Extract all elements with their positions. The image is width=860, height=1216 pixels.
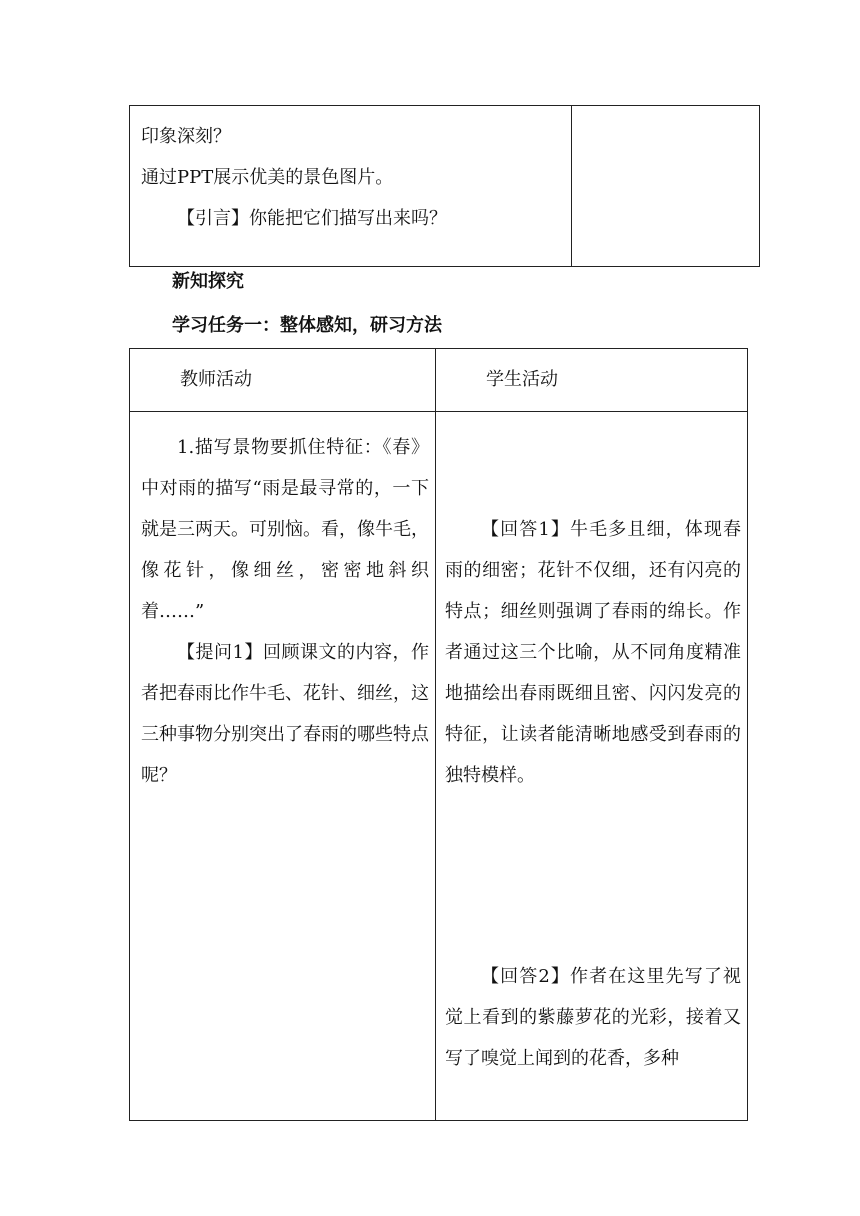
- header-student-cell: [436, 349, 748, 412]
- student-paragraph-2: 【回答2】作者在这里先写了视觉上看到的紫藤萝花的光彩，接着又写了嗅觉上闻到的花香，多种: [445, 966, 741, 1069]
- teacher-paragraph-1: 1.描写景物要抓住特征：《春》中对雨的描写“雨是最寻常的，一下就是三两天。可别恼。看，像牛毛，像花针，像细丝，密密地斜织着……”: [141, 437, 429, 622]
- header-teacher-cell: [130, 349, 436, 412]
- teacher-paragraph-2: 【提问1】回顾课文的内容，作者把春雨比作牛毛、花针、细丝，这三种事物分别突出了春雨的哪些特点呢？: [141, 642, 429, 786]
- section-heading: 新知探究: [172, 271, 244, 292]
- activity-table: [129, 348, 748, 1121]
- intro-cell: [130, 106, 572, 267]
- student-activity-cell: [436, 412, 748, 1121]
- spacer: [445, 427, 741, 509]
- spacer: [445, 796, 741, 956]
- intro-line-2: 通过PPT展示优美的景色图片。: [141, 167, 394, 188]
- student-paragraph-1: 【回答1】牛毛多且细，体现春雨的细密；花针不仅细，还有闪亮的特点；细丝则强调了春雨的绵长。作者通过这三个比喻，从不同角度精准地描绘出春雨既细且密、闪闪发亮的特征，让读者能清晰地感受到春雨的独特模样。: [445, 519, 741, 786]
- intro-line-3: 【引言】你能把它们描写出来吗？: [177, 208, 447, 229]
- intro-table: [129, 105, 760, 267]
- intro-empty-cell: [572, 106, 760, 267]
- task-heading: 学习任务一：整体感知，研习方法: [172, 315, 442, 336]
- header-student: 学生活动: [486, 369, 558, 390]
- teacher-activity-cell: [130, 412, 436, 1121]
- intro-line-1: 印象深刻？: [141, 126, 231, 147]
- header-teacher: 教师活动: [180, 369, 252, 390]
